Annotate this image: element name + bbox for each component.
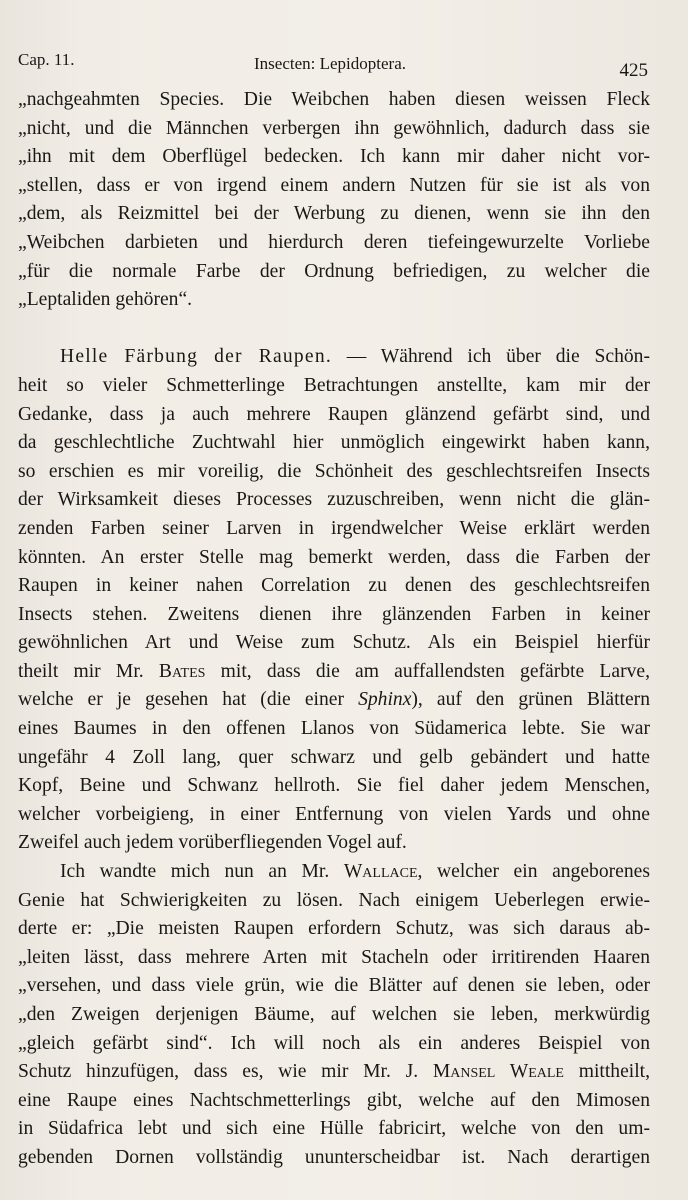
text-line: „gleich gefärbt sind“. Ich will noch als ein anderes Beispiel von xyxy=(18,1032,650,1054)
text-line: „nicht, und die Männchen verbergen ihn gewöhnlich, dadurch dass sie xyxy=(18,117,650,139)
person-name: Wallace xyxy=(343,861,418,883)
text-line: Raupen in keiner nahen Correlation zu denen des geschlechtsreifen xyxy=(18,575,650,597)
text-fragment: theilt mir Mr. xyxy=(18,660,159,682)
text-fragment: welche er je gesehen hat (die einer xyxy=(18,689,359,711)
text-line xyxy=(18,1058,650,1087)
text-line: gebenden Dornen vollständig ununterscheidbar ist. Nach derartigen xyxy=(18,1146,650,1168)
section-heading: Helle Färbung der Raupen. xyxy=(60,346,332,368)
page-body xyxy=(18,86,650,1173)
text-fragment: mittheilt, xyxy=(563,1061,650,1083)
text-line: in Südafrica lebt und sich eine Hülle fabricirt, welche von den um- xyxy=(18,1118,650,1140)
paragraph-gap xyxy=(18,315,650,344)
text-line: Kopf, Beine und Schwanz hellroth. Sie fiel daher jedem Menschen, xyxy=(18,775,650,797)
text-line: so erschien es mir voreilig, die Schönheit des geschlechtsreifen Insects xyxy=(18,460,650,482)
person-name: Mansel Weale xyxy=(432,1061,564,1083)
text-line: Insects stehen. Zweitens dienen ihre glänzenden Farben in keiner xyxy=(18,603,650,625)
text-line xyxy=(18,858,650,887)
page-header xyxy=(18,50,648,80)
text-line: eines Baumes in den offenen Llanos von Südamerica lebte. Sie war xyxy=(18,718,650,740)
text-line: könnten. An erster Stelle mag bemerkt werden, dass die Farben der xyxy=(18,546,650,568)
text-line: heit so vieler Schmetterlinge Betrachtungen anstellte, kam mir der xyxy=(18,374,650,396)
text-line: Genie hat Schwierigkeiten zu lösen. Nach einigem Ueberlegen erwie- xyxy=(18,889,650,911)
running-title: Insecten: Lepidoptera. xyxy=(254,54,406,73)
text-line: ungefähr 4 Zoll lang, quer schwarz und gelb gebändert und hatte xyxy=(18,746,650,768)
text-line: da geschlechtliche Zuchtwahl hier unmöglich eingewirkt haben kann, xyxy=(18,432,650,454)
text-line: eine Raupe eines Nachtschmetterlings gibt, welche auf den Mimosen xyxy=(18,1089,650,1111)
text-fragment: Ich wandte mich nun an Mr. xyxy=(60,861,344,883)
chapter-label: Cap. 11. xyxy=(18,50,75,69)
text-line: derte er: „Die meisten Raupen erfordern Schutz, was sich daraus ab- xyxy=(18,918,650,940)
text-line: zenden Farben seiner Larven in irgendwelcher Weise erklärt werden xyxy=(18,517,650,539)
text-line xyxy=(18,686,650,715)
genus-name: Sphinx xyxy=(358,689,412,711)
text-line xyxy=(18,343,650,372)
text-line: gewöhnlichen Art und Weise zum Schutz. Als ein Beispiel hierfür xyxy=(18,632,650,654)
text-fragment: — Während ich über die Schön- xyxy=(331,346,650,368)
paragraph-wallace xyxy=(18,858,650,1173)
text-line: „stellen, dass er von irgend einem andern Nutzen für sie ist als von xyxy=(18,174,650,196)
text-line xyxy=(18,658,650,687)
page-number: 425 xyxy=(619,60,648,81)
text-line: Gedanke, dass ja auch mehrere Raupen glänzend gefärbt sind, und xyxy=(18,403,650,425)
text-line: „für die normale Farbe der Ordnung befriedigen, zu welcher die xyxy=(18,260,650,282)
text-line: „den Zweigen derjenigen Bäume, auf welchen sie leben, merkwürdig xyxy=(18,1004,650,1025)
text-line: der Wirksamkeit dieses Processes zuzuschreiben, wenn nicht die glän- xyxy=(18,489,650,511)
paragraph-quote-continuation xyxy=(18,86,650,315)
text-line: „Leptaliden gehören“. xyxy=(18,289,193,311)
text-fragment: mit, dass die am auffallendsten gefärbte Larve, xyxy=(205,660,650,682)
text-line: „nachgeahmten Species. Die Weibchen haben diesen weissen Fleck xyxy=(18,89,650,110)
text-fragment: ), auf den grünen Blättern xyxy=(411,689,650,711)
text-line: „Weibchen darbieten und hierdurch deren tiefeingewurzelte Vorliebe xyxy=(18,231,650,253)
text-line: „leiten lässt, dass mehrere Arten mit Stacheln oder irritirenden Haaren xyxy=(18,946,650,968)
text-line: „dem, als Reizmittel bei der Werbung zu dienen, wenn sie ihn den xyxy=(18,203,650,225)
person-name: Bates xyxy=(158,660,206,682)
text-line: Zweifel auch jedem vorüberfliegenden Vogel auf. xyxy=(18,832,407,854)
text-fragment: Schutz hinzufügen, dass es, wie mir Mr. J. xyxy=(18,1061,433,1083)
text-line: „ihn mit dem Oberflügel bedecken. Ich kann mir daher nicht vor- xyxy=(18,146,650,168)
paragraph-caterpillar-colouring xyxy=(18,343,650,858)
text-line: „versehen, und dass viele grün, wie die Blätter auf denen sie leben, oder xyxy=(18,975,650,997)
text-fragment: , welcher ein angeborenes xyxy=(417,861,650,883)
text-line: welcher vorbeigieng, in einer Entfernung von vielen Yards und ohne xyxy=(18,803,650,825)
